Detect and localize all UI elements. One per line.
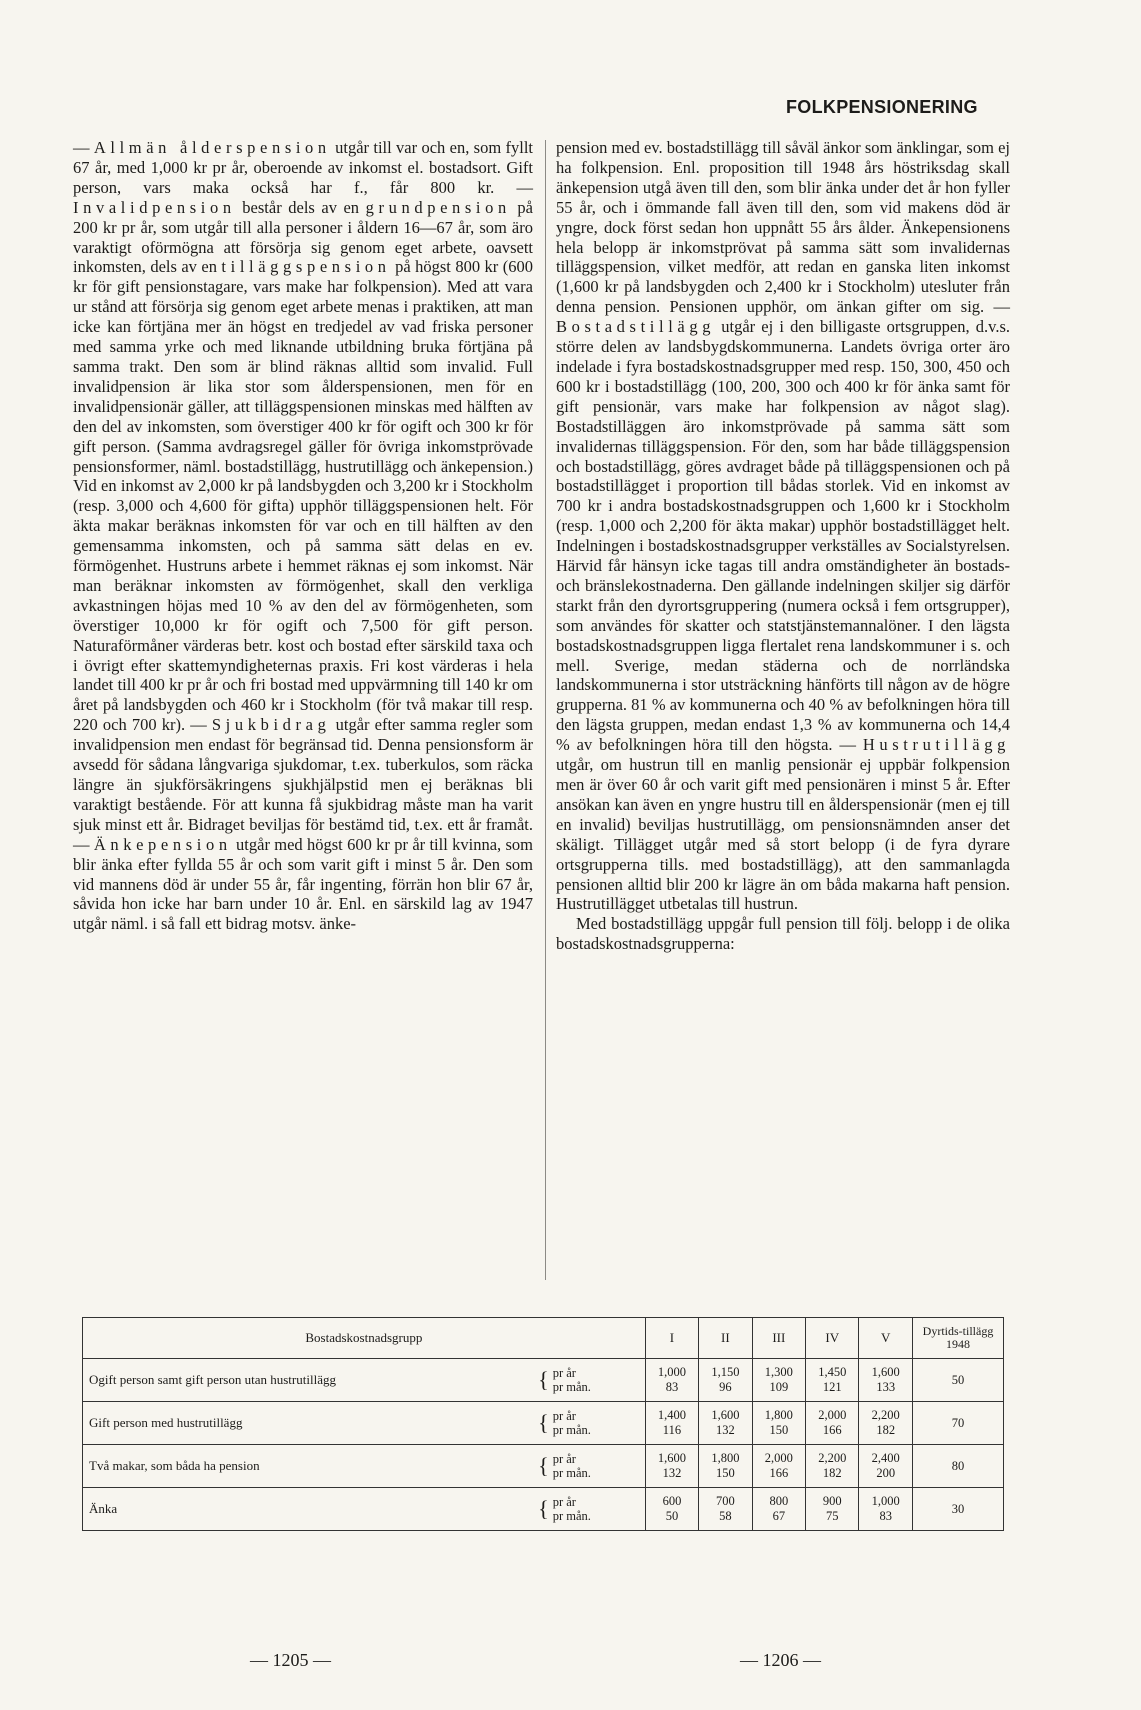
dyrtid-cell: 30 — [913, 1488, 1004, 1531]
amount-per-month: 67 — [772, 1509, 786, 1523]
amount-per-month: 83 — [665, 1380, 679, 1394]
amount-per-year: 2,200 — [871, 1408, 900, 1422]
amount-per-month: 150 — [769, 1423, 789, 1437]
amount-cell — [752, 1359, 805, 1402]
amount-cell — [645, 1402, 698, 1445]
amount-per-month: 116 — [662, 1423, 682, 1437]
amount-per-year: 2,000 — [818, 1408, 847, 1422]
spaced-term: grundpension — [365, 197, 511, 217]
amount-cell — [752, 1402, 805, 1445]
amount-per-month: 83 — [879, 1509, 892, 1523]
spaced-term: Invalidpension — [73, 197, 236, 217]
amount-cell — [806, 1402, 859, 1445]
dyrtid-cell: 80 — [913, 1445, 1004, 1488]
amount-per-year: 1,800 — [764, 1408, 793, 1422]
amount-per-month: 182 — [876, 1423, 896, 1437]
text-run: består dels av en — [235, 197, 366, 217]
amount-cell — [645, 1359, 698, 1402]
group-label: Änka — [83, 1488, 533, 1531]
unit-labels — [532, 1402, 645, 1445]
page-number-right: — 1206 — — [740, 1650, 821, 1670]
amount-per-year: 1,300 — [764, 1365, 793, 1379]
text-run: utgår ej i den billigaste ortsgruppen, d.v.s. större delen av landsbygdskommunerna. Landets övriga orter äro indelade i fyra bostadskostnadsgrupper med resp. 150, 300, 450 och 600 kr i bostadstillägg (100, 200, 300 och 400 kr för änka samt för gift pensionär, vars make har folkpension av något slag). Bostadstilläggen äro inkomstprövade på samma sätt som invalidernas tilläggspension. För den, som har både tilläggspension och bostadstillägg, göres avdraget både på tilläggspensionen och på bostadstillägget i proportion till bådas storlek. Vid en inkomst av 700 kr i andra bostadskostnadsgruppen och 1,600 kr i Stockholm (resp. 1,000 och 2,200 för äkta makar) upphör bostadstillägget helt. Indelningen i bostadskostnadsgrupper verkställes av Socialstyrelsen. Härvid får hänsyn icke tagas till andra omständigheter än bostads- och bränslekostnaderna. Den gällande indelningen skiljer sig därför starkt från den dyrortsgruppering (numera också i fem ortsgrupper), som användes för skatter och statstjänstemannalöner. I den lägsta bostadskostnadsgruppen ligga flertalet rena landskommuner i s. och mell. Sverige, medan städerna och de norrländska landskommunerna i stor utsträckning hänförts till någon av de högre grupperna. 81 % av kommunerna och 40 % av befolkningen höra till den lägsta gruppen, medan endast 1,3 % av kommunerna och 14,4 % av befolkningen höra till den högsta. — — [556, 317, 1010, 755]
table-row — [83, 1402, 1004, 1445]
amount-per-year: 700 — [716, 1494, 735, 1508]
brace-icon: { — [538, 1453, 549, 1478]
amount-per-month: 58 — [719, 1509, 732, 1523]
text-run: utgår efter samma regler som invalidpension men endast för begränsad tid. Denna pensionsform är avsedd för sådana långvariga sjukdomar, t.ex. tuberkulos, som räcka längre än sjukförsäkringens sjukhjälpstid men ej beräknas bli varaktigt bestående. För att kunna få sjukbidrag måste man ha varit sjuk minst ett år. Bidraget beviljas för bestämd tid, t.ex. ett år framåt. — — [73, 715, 533, 854]
amount-cell — [859, 1488, 913, 1531]
left-text-column — [73, 138, 533, 934]
brace-icon: { — [538, 1496, 549, 1521]
unit-per-month: pr mån. — [552, 1380, 591, 1394]
header-group-ii: II — [699, 1318, 752, 1359]
unit-per-month: pr mån. — [552, 1466, 591, 1480]
spaced-term: Hustrutillägg — [862, 735, 1010, 755]
amount-per-year: 600 — [662, 1494, 682, 1508]
unit-per-year: pr år — [552, 1495, 576, 1509]
amount-cell — [645, 1488, 698, 1531]
spaced-term: tilläggspension — [221, 257, 391, 277]
amount-cell — [699, 1488, 752, 1531]
column-divider — [545, 140, 546, 1280]
text-run: utgår till var och en, som fyllt 67 år, med 1,000 kr pr år, oberoende av inkomst el. bostadsort. Gift person, vars maka också har f., får 800 kr. — — [73, 138, 534, 197]
text-run: utgår med högst 600 kr pr år till kvinna, som blir änka efter fyllda 55 år och som varit gift i minst 5 år. Den som vid mannens död är under 55 år, får ingenting, förrän hon blir 67 år, såvida hon icke har barn under 10 år. Enl. en särskild lag av 1947 utgår näml. i så fall ett bidrag motsv. änke- — [73, 834, 533, 934]
amount-cell — [752, 1488, 805, 1531]
unit-per-year: pr år — [552, 1452, 576, 1466]
text-paragraph — [556, 138, 1010, 914]
dyrtid-cell: 70 — [913, 1402, 1004, 1445]
unit-per-year: pr år — [552, 1366, 576, 1380]
amount-per-year: 1,600 — [657, 1451, 687, 1465]
amount-cell — [752, 1445, 805, 1488]
header-group: Bostadskostnadsgrupp — [83, 1318, 646, 1359]
amount-cell — [699, 1402, 752, 1445]
amount-per-year: 2,400 — [871, 1451, 900, 1465]
amount-per-month: 132 — [662, 1466, 682, 1480]
header-dyrtid: Dyrtids-tillägg 1948 — [913, 1318, 1004, 1359]
amount-per-year: 1,000 — [871, 1494, 900, 1508]
header-group-iv: IV — [806, 1318, 859, 1359]
unit-per-month: pr mån. — [552, 1509, 591, 1523]
amount-per-month: 132 — [716, 1423, 735, 1437]
text-run: på 200 kr pr år, som utgår till alla personer i åldern 16—67 år, som äro varaktigt oförmögna att försörja sig genom eget arbete, oavsett inkomsten, dels av en — [73, 197, 533, 277]
amount-per-month: 166 — [769, 1466, 789, 1480]
amount-cell — [806, 1359, 859, 1402]
table-header-row — [83, 1318, 1004, 1359]
text-run: på högst 800 kr (600 kr för gift pensionstagare, vars make har folkpension). Med att vara ur stånd att försörja sig genom eget arbete menas i praktiken, att man icke kan förtjäna mer än högst en tredjedel av vad friska personer med samma yrke och med liknande utbildning bruka förtjäna på samma trakt. Den som är blind räknas alltid som invalid. Full invalidpension är lika stor som ålderspensionen, men för en invalidpensionär gäller, att tilläggspensionen minskas med hälften av den del av inkomsten, som överstiger 400 kr för ogift och 300 kr för gift person. (Samma avdragsregel gäller för övriga inkomstprövade pensionsformer, näml. bostadstillägg, hustrutillägg och änkepension.) Vid en inkomst av 2,000 kr på landsbygden och 3,200 kr i Stockholm (resp. 3,000 och 4,600 för gifta) upphör tilläggspensionen helt. För äkta makar beräknas inkomsten för var och en till hälften av den gemensamma inkomsten, och på samma sätt delas en ev. förmögenhet. Hustruns arbete i hemmet räknas ej som inkomst. När man beräknar inkomsten av förmögenhet, skall den verkliga avkastningen höjas med 10 % av den del av förmögenheten, som överstiger 10,000 kr för ogift och 7,500 för gift person. Naturaförmåner värderas betr. kost och bostad efter särskild taxa och i övrigt efter skattemyndigheternas praxis. Fri kost värderas i hela landet till 400 kr pr år och fri bostad med uppvärmning till 140 kr om året på landsbygden och 460 kr i Stockholm (för två makar till resp. 220 och 700 kr). — — [73, 257, 533, 735]
group-label: Ogift person samt gift person utan hustrutillägg — [83, 1359, 533, 1402]
amount-cell — [806, 1445, 859, 1488]
amount-per-month: 109 — [769, 1380, 789, 1394]
amount-per-year: 1,600 — [711, 1408, 740, 1422]
group-label: Gift person med hustrutillägg — [83, 1402, 533, 1445]
amount-per-month: 150 — [716, 1466, 735, 1480]
amount-per-year: 1,450 — [818, 1365, 847, 1379]
amount-cell — [806, 1488, 859, 1531]
text-run: — — [73, 138, 94, 157]
unit-labels — [532, 1445, 645, 1488]
amount-cell — [645, 1445, 698, 1488]
amount-cell — [859, 1445, 913, 1488]
amount-per-year: 1,400 — [657, 1408, 687, 1422]
table-row — [83, 1488, 1004, 1531]
table-row — [83, 1359, 1004, 1402]
group-label: Två makar, som båda ha pension — [83, 1445, 533, 1488]
unit-per-year: pr år — [552, 1409, 576, 1423]
amount-per-month: 96 — [719, 1380, 732, 1394]
amount-per-year: 1,000 — [657, 1365, 687, 1379]
amount-cell — [859, 1402, 913, 1445]
amount-per-year: 2,200 — [818, 1451, 847, 1465]
amount-per-month: 121 — [822, 1380, 842, 1394]
amount-per-month: 75 — [826, 1509, 839, 1523]
header-group-iii: III — [752, 1318, 805, 1359]
amount-per-month: 182 — [822, 1466, 842, 1480]
amount-per-year: 800 — [769, 1494, 789, 1508]
section-title: FOLKPENSIONERING — [786, 97, 978, 117]
pension-amounts-table — [82, 1317, 1004, 1531]
amount-per-year: 900 — [822, 1494, 842, 1508]
dyrtid-cell: 50 — [913, 1359, 1004, 1402]
amount-per-month: 166 — [822, 1423, 842, 1437]
amount-per-year: 2,000 — [764, 1451, 793, 1465]
spaced-term: Allmän ålderspension — [93, 138, 331, 157]
header-group-v: V — [859, 1318, 913, 1359]
brace-icon: { — [538, 1410, 549, 1435]
header-group-i: I — [645, 1318, 698, 1359]
spaced-term: Bostadstillägg — [556, 317, 716, 337]
amount-cell — [859, 1359, 913, 1402]
table-row — [83, 1445, 1004, 1488]
text-paragraph — [73, 138, 533, 934]
text-paragraph — [556, 914, 1010, 954]
brace-icon: { — [538, 1367, 549, 1392]
text-run: Med bostadstillägg uppgår full pension till följ. belopp i de olika bostadskostnadsgrupperna: — [556, 914, 1010, 954]
spaced-term: Sjukbidrag — [211, 715, 331, 735]
unit-labels — [532, 1488, 645, 1531]
right-text-column — [556, 138, 1010, 954]
amount-per-month: 133 — [876, 1380, 896, 1394]
amount-per-year: 1,600 — [871, 1365, 900, 1379]
unit-per-month: pr mån. — [552, 1423, 591, 1437]
spaced-term: Änkepension — [93, 834, 232, 854]
amount-cell — [699, 1445, 752, 1488]
text-run: pension med ev. bostadstillägg till såväl änkor som änklingar, som ej ha folkpension. Enl. proposition till 1948 års höstriksdag skall änkepension utgå även till den, som blir änka under det år hon fyller 55 år, och i ömmande fall även till den, som vid makens död är yngre, dock först sedan hon uppnått 55 års ålder. Änkepensionens hela belopp är inkomstprövat på samma sätt som invalidernas tilläggspension, vilket medför, att redan en ganska liten inkomst (1,600 kr på landsbygden och 2,400 kr i Stockholm) utesluter från denna pension. Pensionen upphör, om änkan gifter om sig. — — [556, 138, 1010, 317]
amount-per-month: 200 — [876, 1466, 896, 1480]
amount-cell — [699, 1359, 752, 1402]
page-number-left: — 1205 — — [250, 1650, 331, 1670]
amount-per-year: 1,800 — [711, 1451, 740, 1465]
amount-per-year: 1,150 — [711, 1365, 740, 1379]
text-run: utgår, om hustrun till en manlig pensionär ej uppbär folkpension men är över 60 år och varit gift med pensionären i minst 5 år. Efter ansökan kan även en yngre hustru till en ålderspensionär (men ej till en invalid) beviljas hustrutillägg, om pensionsnämnden anser det skäligt. Tillägget utgår med så stort belopp (i de fyra dyrare ortsgrupperna tills. med bostadstillägg), att den sammanlagda pensionen alltid blir 200 kr lägre än om båda makarna haft pension. Hustrutillägget utbetalas till hustrun. — [556, 755, 1010, 914]
amount-per-month: 50 — [665, 1509, 679, 1523]
unit-labels — [532, 1359, 645, 1402]
